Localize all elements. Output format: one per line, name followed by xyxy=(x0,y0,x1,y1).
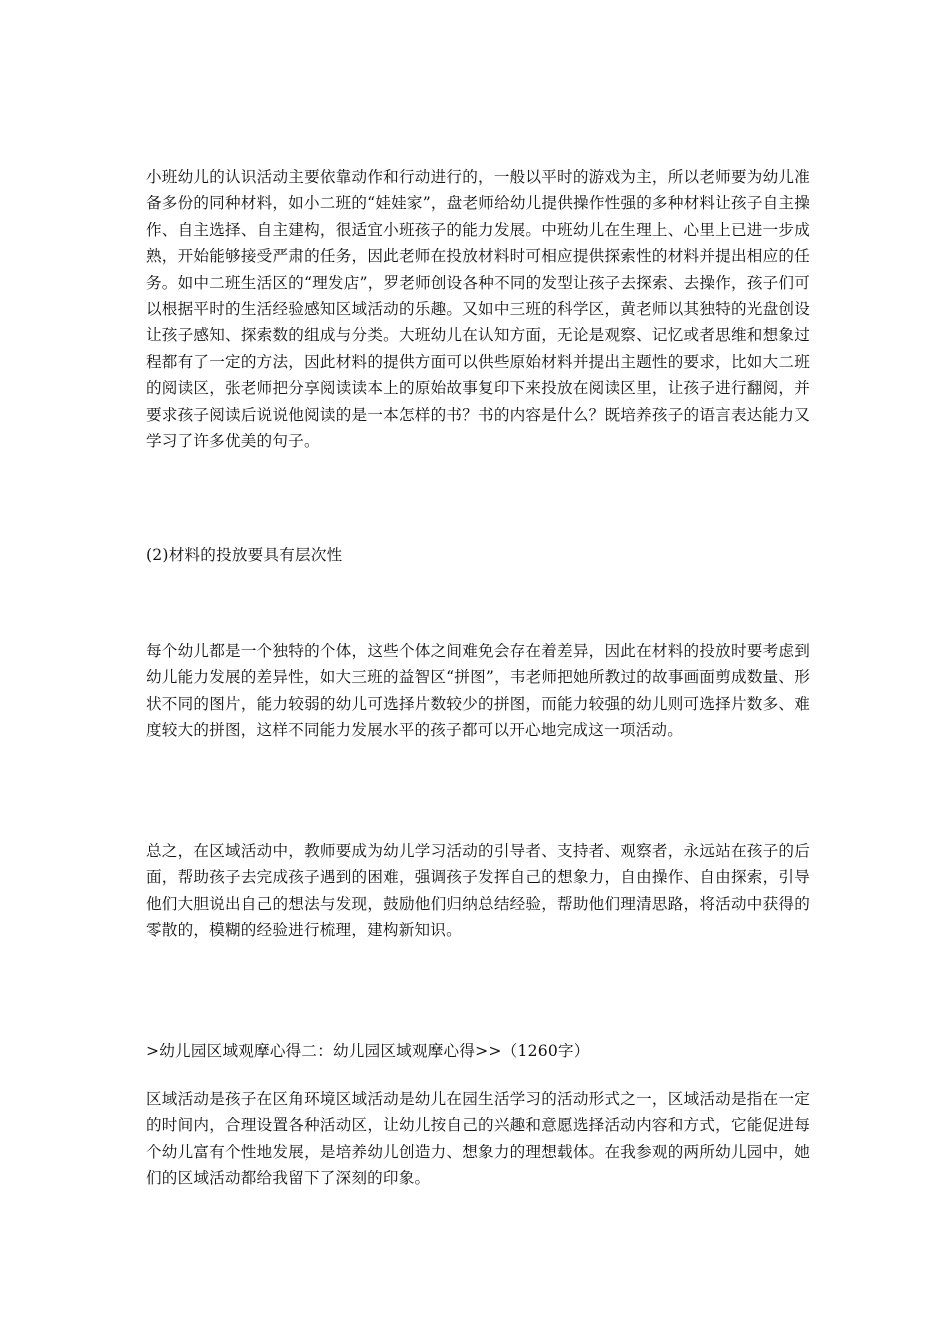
body-paragraph: 区域活动是孩子在区角环境区域活动是幼儿在园生活学习的活动形式之一，区域活动是指在一定的时间内，合理设置各种活动区，让幼儿按自己的兴趣和意愿选择活动内容和方式，它能促进每个幼儿富有个性地发展，是培养幼儿创造力、想象力的理想载体。在我参观的两所幼儿园中，她们的区域活动都给我留下了深刻的印象。 xyxy=(146,1090,810,1188)
body-paragraph: 每个幼儿都是一个独特的个体，这些个体之间难免会存在着差异，因此在材料的投放时要考虑到幼儿能力发展的差异性，如大三班的益智区“拼图”，韦老师把她所教过的故事画面剪成数量、形状不同的图片，能力较弱的幼儿可选择片数较少的拼图，而能力较强的幼儿则可选择片数多、难度较大的拼图，这样不同能力发展水平的孩子都可以开心地完成这一项活动。 xyxy=(146,642,810,740)
body-paragraph: 小班幼儿的认识活动主要依靠动作和行动进行的，一般以平时的游戏为主，所以老师要为幼儿准备多份的同种材料，如小二班的“娃娃家”，盘老师给幼儿提供操作性强的多种材料让孩子自主操作、自主选择、自主建构，很适宜小班孩子的能力发展。中班幼儿在生理上、心里上已进一步成熟，开始能够接受严肃的任务，因此老师在投放材料时可相应提供探索性的材料并提出相应的任务。如中二班生活区的“理发店”，罗老师创设各种不同的发型让孩子去探索、去操作，孩子们可以根据平时的生活经验感知区域活动的乐趣。又如中三班的科学区，黄老师以其独特的光盘创设让孩子感知、探索数的组成与分类。大班幼儿在认知方面，无论是观察、记忆或者思维和想象过程都有了一定的方法，因此材料的提供方面可以供些原始材料并提出主题性的要求，比如大二班的阅读区，张老师把分享阅读读本上的原始故事复印下来投放在阅读区里，让孩子进行翻阅，并要求孩子阅读后说说他阅读的是一本怎样的书？书的内容是什么？既培养孩子的语言表达能力又学习了许多优美的句子。 xyxy=(146,168,810,451)
section-heading: (2)材料的投放要具有层次性 xyxy=(146,546,343,564)
article-heading: >幼儿园区域观摩心得二：幼儿园区域观摩心得>>（1260字） xyxy=(146,1042,590,1060)
body-paragraph: 总之，在区域活动中，教师要成为幼儿学习活动的引导者、支持者、观察者，永远站在孩子的后面，帮助孩子去完成孩子遇到的困难，强调孩子发挥自己的想象力，自由操作、自由探索，引导他们大胆说出自己的想法与发现，鼓励他们归纳总结经验，帮助他们理清思路，将活动中获得的零散的，模糊的经验进行梳理，建构新知识。 xyxy=(146,842,810,940)
